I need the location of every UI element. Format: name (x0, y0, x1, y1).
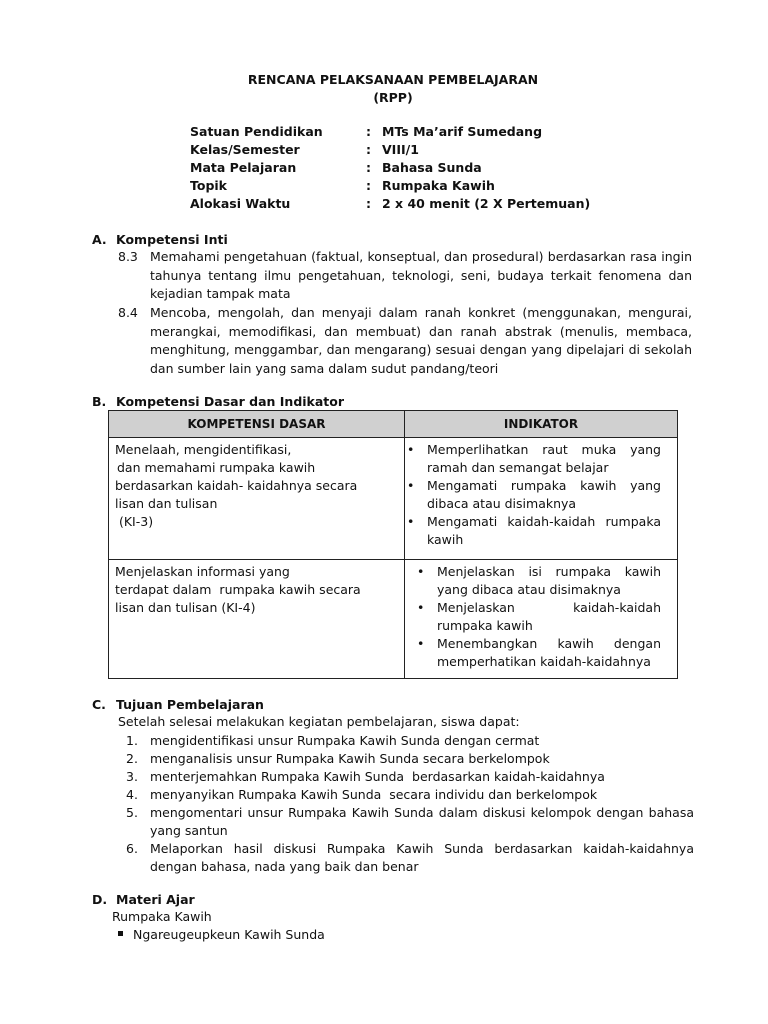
section-title: Materi Ajar (116, 892, 195, 907)
indikator-item (407, 635, 661, 671)
indikator-cell (405, 560, 678, 679)
tujuan-text: menyanyikan Rumpaka Kawih Sunda secara individu dan berkelompok (150, 787, 598, 802)
column-header-kd: KOMPETENSI DASAR (109, 411, 405, 438)
kd-line: lisan dan tulisan (KI-4) (115, 600, 256, 615)
tujuan-text: mengidentifikasi unsur Rumpaka Kawih Sunda dengan cermat (150, 733, 540, 748)
tujuan-text: menganalisis unsur Rumpaka Kawih Sunda secara berkelompok (150, 751, 550, 766)
indikator-text: Mengamati rumpaka kawih yang dibaca atau disimaknya (427, 478, 661, 511)
identity-colon: : (366, 142, 371, 157)
kd-line: Menelaah, mengidentifikasi, (115, 442, 292, 457)
indikator-item (407, 441, 661, 477)
section-letter: D. (92, 892, 108, 907)
section-letter: B. (92, 394, 107, 409)
identity-value: Bahasa Sunda (382, 160, 482, 175)
indikator-list (407, 441, 661, 549)
kd-indikator-table (108, 410, 678, 679)
indikator-item (407, 599, 661, 635)
indikator-text: Menembangkan kawih dengan memperhatikan kaidah-kaidahnya (437, 636, 661, 669)
table-header-row (109, 411, 678, 438)
ki-text: Memahami pengetahuan (faktual, konseptual, dan prosedural) berdasarkan rasa ingin tahunya tentang ilmu pengetahuan, teknologi, seni, budaya terkait fenomena dan kejadian tampak mata (150, 249, 692, 301)
bullet-icon: • (417, 636, 425, 651)
identity-label: Kelas/Semester (190, 142, 300, 157)
section-title: Kompetensi Dasar dan Indikator (116, 394, 345, 409)
materi-item (118, 927, 325, 942)
kd-line: Menjelaskan informasi yang (115, 564, 290, 579)
materi-item-text: Ngareugeupkeun Kawih Sunda (133, 927, 325, 942)
identity-value: 2 x 40 menit (2 X Pertemuan) (382, 196, 591, 211)
identity-colon: : (366, 124, 371, 139)
document-subtitle: (RPP) (373, 90, 413, 105)
kd-line: terdapat dalam rumpaka kawih secara (115, 582, 361, 597)
kd-line: berdasarkan kaidah- kaidahnya secara (115, 478, 358, 493)
tujuan-text: menterjemahkan Rumpaka Kawih Sunda berdasarkan kaidah-kaidahnya (150, 769, 605, 784)
indikator-item (407, 563, 661, 599)
tujuan-number: 1. (126, 733, 138, 748)
indikator-text: Menjelaskan kaidah-kaidah rumpaka kawih (437, 600, 661, 633)
identity-label: Topik (190, 178, 227, 193)
identity-colon: : (366, 178, 371, 193)
table-row (109, 560, 678, 679)
indikator-item (407, 477, 661, 513)
ki-item (118, 248, 692, 304)
ki-number: 8.3 (118, 249, 138, 264)
ki-item (118, 304, 692, 378)
section-letter: C. (92, 697, 106, 712)
document-title: RENCANA PELAKSANAAN PEMBELAJARAN (247, 72, 539, 87)
tujuan-text: mengomentari unsur Rumpaka Kawih Sunda dalam diskusi kelompok dengan bahasa yang santun (150, 805, 694, 838)
tujuan-number: 5. (126, 805, 138, 820)
indikator-text: Menjelaskan isi rumpaka kawih yang dibaca atau disimaknya (437, 564, 661, 597)
identity-colon: : (366, 160, 371, 175)
bullet-icon: • (417, 564, 425, 579)
kd-cell (109, 560, 405, 679)
materi-subtitle: Rumpaka Kawih (112, 909, 212, 924)
indikator-list (407, 563, 661, 671)
identity-value: Rumpaka Kawih (382, 178, 495, 193)
kd-cell (109, 438, 405, 560)
indikator-text: Memperlihatkan raut muka yang ramah dan semangat belajar (427, 442, 661, 475)
bullet-icon: • (417, 600, 425, 615)
bullet-icon: • (407, 478, 415, 493)
identity-label: Satuan Pendidikan (190, 124, 323, 139)
table-row (109, 438, 678, 560)
tujuan-item (126, 840, 694, 876)
tujuan-text: Melaporkan hasil diskusi Rumpaka Kawih Sunda berdasarkan kaidah-kaidahnya dengan bahasa, nada yang baik dan benar (150, 841, 694, 874)
tujuan-number: 3. (126, 769, 138, 784)
indikator-item (407, 513, 661, 549)
identity-label: Alokasi Waktu (190, 196, 291, 211)
tujuan-number: 6. (126, 841, 138, 856)
ki-number: 8.4 (118, 305, 138, 320)
section-title: Kompetensi Inti (116, 232, 228, 247)
tujuan-item (126, 768, 694, 786)
identity-colon: : (366, 196, 371, 211)
tujuan-number: 2. (126, 751, 138, 766)
tujuan-intro: Setelah selesai melakukan kegiatan pembelajaran, siswa dapat: (118, 714, 520, 729)
tujuan-number: 4. (126, 787, 138, 802)
kd-line: dan memahami rumpaka kawih (117, 460, 316, 475)
square-bullet-icon (118, 931, 123, 936)
kd-line: (KI-3) (115, 514, 154, 529)
tujuan-item (126, 804, 694, 840)
section-letter: A. (92, 232, 107, 247)
column-header-indikator: INDIKATOR (405, 411, 678, 438)
ki-text: Mencoba, mengolah, dan menyaji dalam ranah konkret (menggunakan, mengurai, merangkai, memodifikasi, dan membuat) dan ranah abstrak (menulis, membaca, menghitung, menggambar, dan mengarang) sesuai dengan yang dipelajari di sekolah dan sumber lain yang sama dalam sudut pandang/teori (150, 305, 692, 376)
indikator-text: Mengamati kaidah-kaidah rumpaka kawih (427, 514, 661, 547)
section-title: Tujuan Pembelajaran (116, 697, 264, 712)
bullet-icon: • (407, 442, 415, 457)
identity-value: MTs Ma’arif Sumedang (382, 124, 543, 139)
identity-value: VIII/1 (382, 142, 419, 157)
tujuan-item (126, 786, 694, 804)
kd-line: lisan dan tulisan (115, 496, 218, 511)
bullet-icon: • (407, 514, 415, 529)
tujuan-item (126, 750, 694, 768)
identity-label: Mata Pelajaran (190, 160, 297, 175)
tujuan-item (126, 732, 694, 750)
indikator-cell (405, 438, 678, 560)
